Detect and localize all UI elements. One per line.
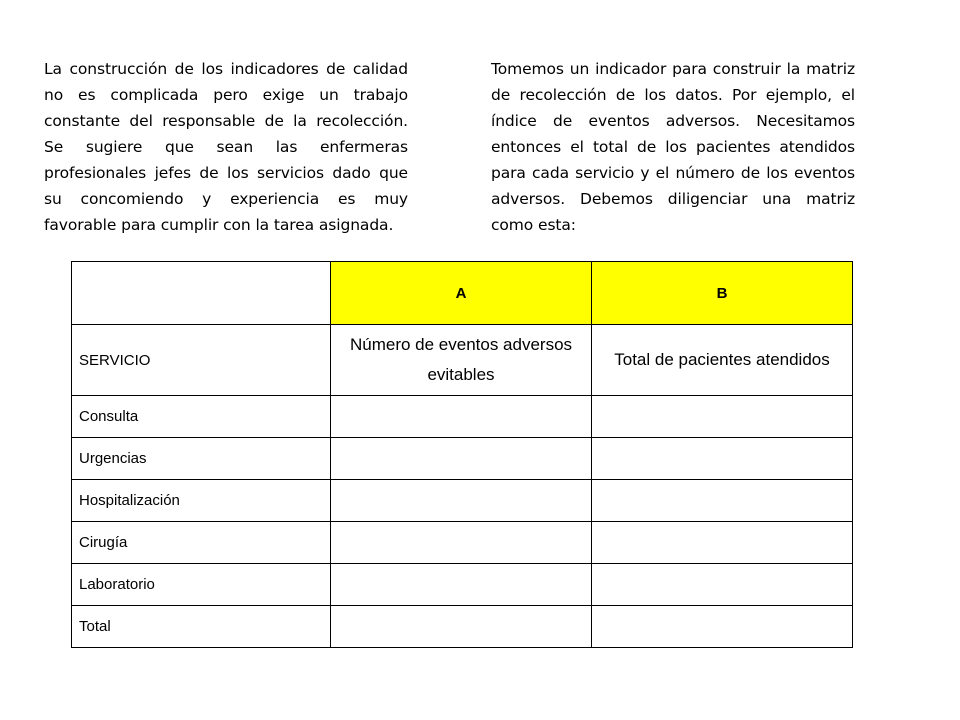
intro-paragraph-right: Tomemos un indicador para construir la matriz de recolección de los datos. Por ejemplo, el índice de eventos adversos. Necesitamos entonces el total de los pacientes atendidos para cada servicio y el número de los eventos adversos. Debemos diligenciar una matriz como esta: — [491, 59, 855, 234]
intro-paragraph-left: La construcción de los indicadores de calidad no es complicada pero exige un trabajo constante del responsable de la recolección. Se sugiere que sean las enfermeras profesionales jefes de los servicios dado que su concomiendo y experiencia es muy favorable para cumplir con la tarea asignada. — [44, 59, 408, 234]
eventos-cell[interactable] — [331, 564, 592, 606]
servicio-cell: Cirugía — [72, 522, 331, 564]
column-letter-a: A — [331, 262, 592, 325]
eventos-cell[interactable] — [331, 438, 592, 480]
pacientes-cell[interactable] — [592, 396, 853, 438]
servicio-cell: Urgencias — [72, 438, 331, 480]
eventos-cell[interactable] — [331, 522, 592, 564]
pacientes-cell[interactable] — [592, 522, 853, 564]
empty-corner-cell — [72, 262, 331, 325]
table-row — [72, 438, 853, 480]
column-letter-b: B — [592, 262, 853, 325]
table-row — [72, 396, 853, 438]
servicio-header: SERVICIO — [72, 325, 331, 396]
pacientes-cell[interactable] — [592, 606, 853, 648]
table-row — [72, 522, 853, 564]
table-row — [72, 480, 853, 522]
servicio-cell: Laboratorio — [72, 564, 331, 606]
column-title-row — [72, 325, 853, 396]
eventos-adversos-header: Número de eventos adversos evitables — [331, 325, 592, 396]
servicio-cell: Consulta — [72, 396, 331, 438]
eventos-cell[interactable] — [331, 606, 592, 648]
eventos-cell[interactable] — [331, 396, 592, 438]
pacientes-cell[interactable] — [592, 480, 853, 522]
pacientes-cell[interactable] — [592, 438, 853, 480]
servicio-cell: Total — [72, 606, 331, 648]
eventos-cell[interactable] — [331, 480, 592, 522]
data-collection-matrix — [71, 261, 853, 648]
table-row-total — [72, 606, 853, 648]
pacientes-cell[interactable] — [592, 564, 853, 606]
column-letter-row — [72, 262, 853, 325]
total-pacientes-header: Total de pacientes atendidos — [592, 325, 853, 396]
table-row — [72, 564, 853, 606]
servicio-cell: Hospitalización — [72, 480, 331, 522]
